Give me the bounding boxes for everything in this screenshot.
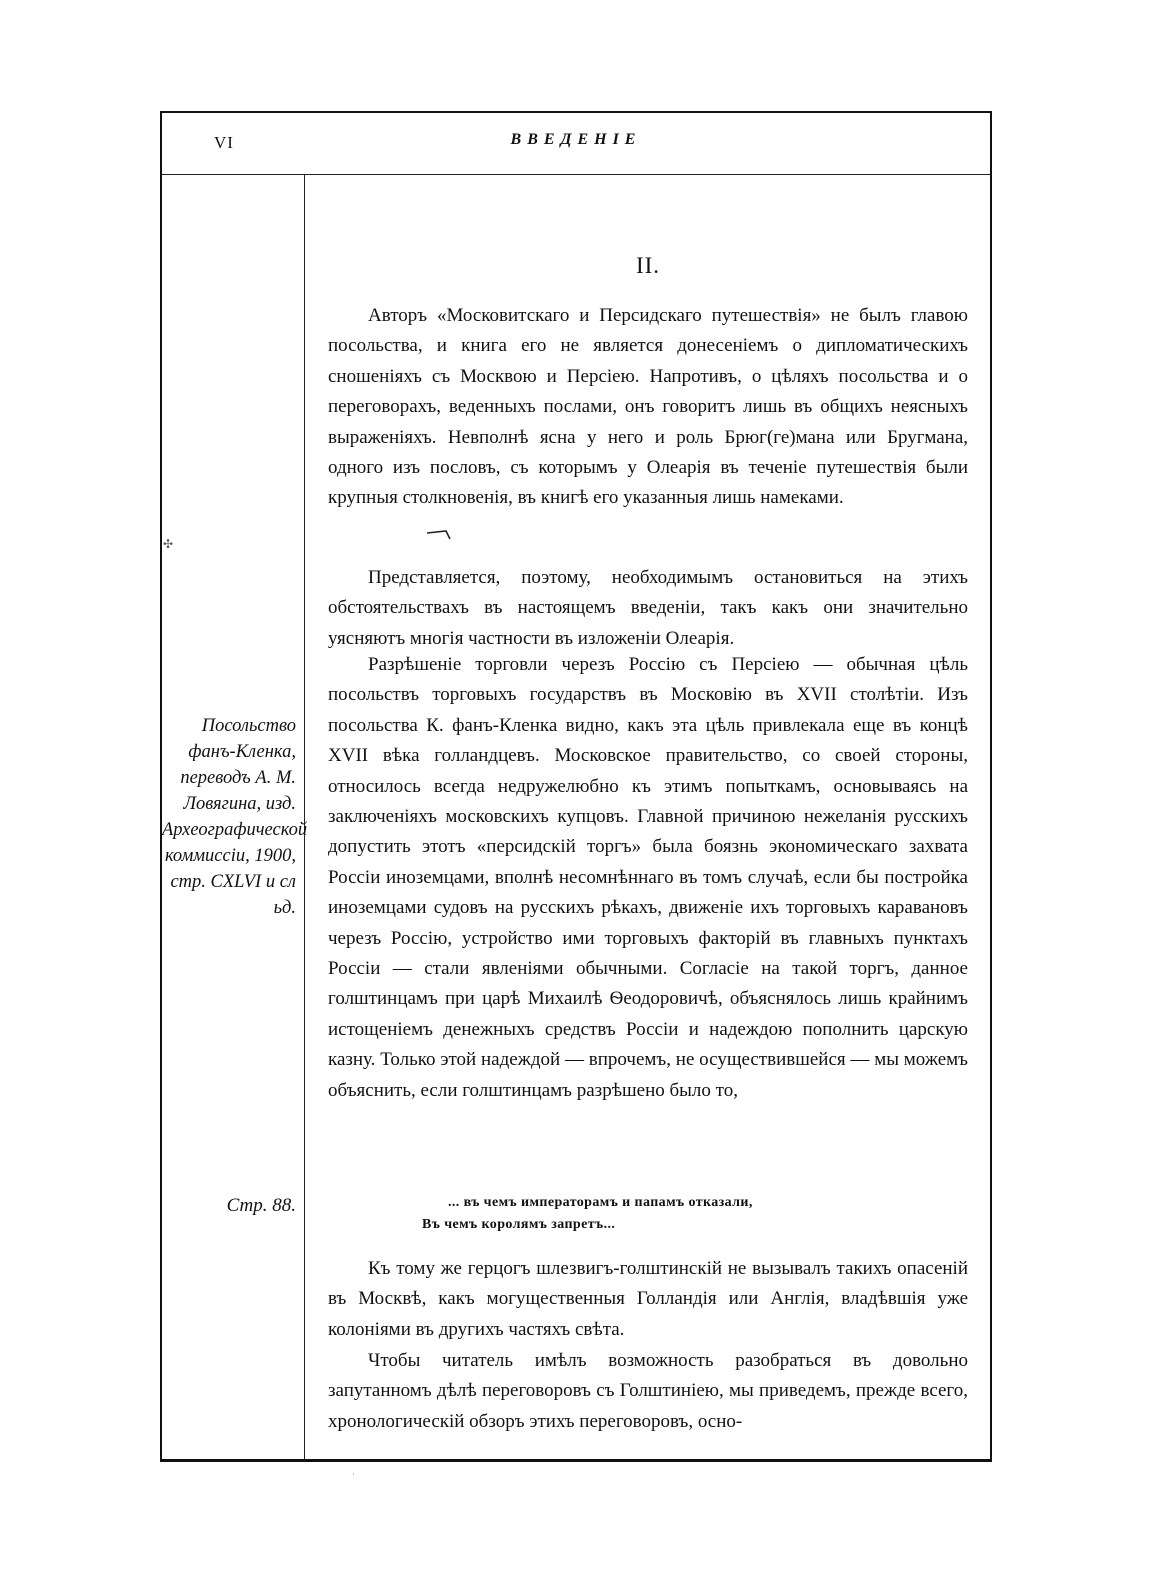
pencil-mark-icon xyxy=(426,529,458,543)
verse-line: ... въ чемъ императорамъ и папамъ отказали, xyxy=(448,1195,753,1210)
page-frame xyxy=(160,111,992,1462)
margin-rule xyxy=(304,174,305,1459)
running-head: ВВЕДЕНІЕ xyxy=(510,131,642,148)
paragraph-2: Представляется, поэтому, необходимымъ остановиться на этихъ обстоятельствахъ въ настоящемъ введеніи, такъ какъ они значительно уясняютъ многія частности въ изложеніи Олеарія. xyxy=(328,567,968,649)
verse-line: Въ чемъ королямъ запретъ... xyxy=(422,1217,616,1232)
margin-note-van-klenk: Посольство фанъ-Кленка, переводъ А. М. Ловягина, изд. Археографической коммиссіи, 1900, стр. CXLVI и сл ьд. xyxy=(162,716,308,918)
header-rule xyxy=(162,174,990,175)
stray-mark: ✣ xyxy=(163,537,174,551)
paragraph-4: Къ тому же герцогъ шлезвигъ-голштинскій не вызывалъ такихъ опасеній въ Москвѣ, какъ могущественныя Голландія или Англія, владѣвшія уже колоніями въ другихъ частяхъ свѣта. xyxy=(328,1258,968,1340)
paragraph-3: Разрѣшеніе торговли черезъ Россію съ Персіею — обычная цѣль посольствъ торговыхъ государствъ въ Московію въ XVII столѣтіи. Изъ посольства К. фанъ-Кленка видно, какъ эта цѣль привлекала еще въ концѣ XVII вѣка голландцевъ. Московское правительство, со своей стороны, относилось всегда недружелюбно къ этимъ попыткамъ, основываясь на заключеніяхъ московскихъ купцовъ. Главной причиною нежеланія русскихъ допустить этотъ «персидскій торгъ» была боязнь экономическаго захвата Россіи иноземцами, вполнѣ несомнѣннаго въ томъ случаѣ, если бы постройка иноземцами судовъ на русскихъ рѣкахъ, движеніе ихъ торговыхъ каравановъ черезъ Россію, устройство ими торговыхъ факторій въ главныхъ пунктахъ Россіи — стали явленіями обычными. Согласіе на такой торгъ, данное голштинцамъ при царѣ Михаилѣ Ѳеодоровичѣ, объяснялось лишь крайнимъ истощеніемъ денежныхъ средствъ Россіи и надеждою пополнить царскую казну. Только этой надеждой — впрочемъ, не осуществившейся — мы можемъ объяснить, если голштинцамъ разрѣшено было то, xyxy=(328,654,968,1101)
margin-note-page-ref: Стр. 88. xyxy=(226,1195,296,1216)
section-number: II. xyxy=(635,253,661,278)
page-number: VI xyxy=(214,133,234,152)
verse-quote xyxy=(328,1192,968,1236)
speck: · xyxy=(352,1470,355,1479)
paragraph-5: Чтобы читатель имѣлъ возможность разобраться въ довольно запутанномъ дѣлѣ переговоровъ съ Голштиніею, мы приведемъ, прежде всего, хронологическій обзоръ этихъ переговоровъ, осно- xyxy=(328,1350,968,1432)
paragraph-1: Авторъ «Московитскаго и Персидскаго путешествія» не былъ главою посольства, и книга его не является донесеніемъ о дипломатическихъ сношеніяхъ съ Москвою и Персіею. Напротивъ, о цѣляхъ посольства и о переговорахъ, веденныхъ послами, онъ говоритъ лишь въ общихъ неясныхъ выраженіяхъ. Невполнѣ ясна у него и роль Брюг(ге)мана или Бругмана, одного изъ пословъ, съ которымъ у Олеарія въ теченіе путешествія были крупныя столкновенія, въ книгѣ его указанныя лишь намеками. xyxy=(328,305,968,509)
